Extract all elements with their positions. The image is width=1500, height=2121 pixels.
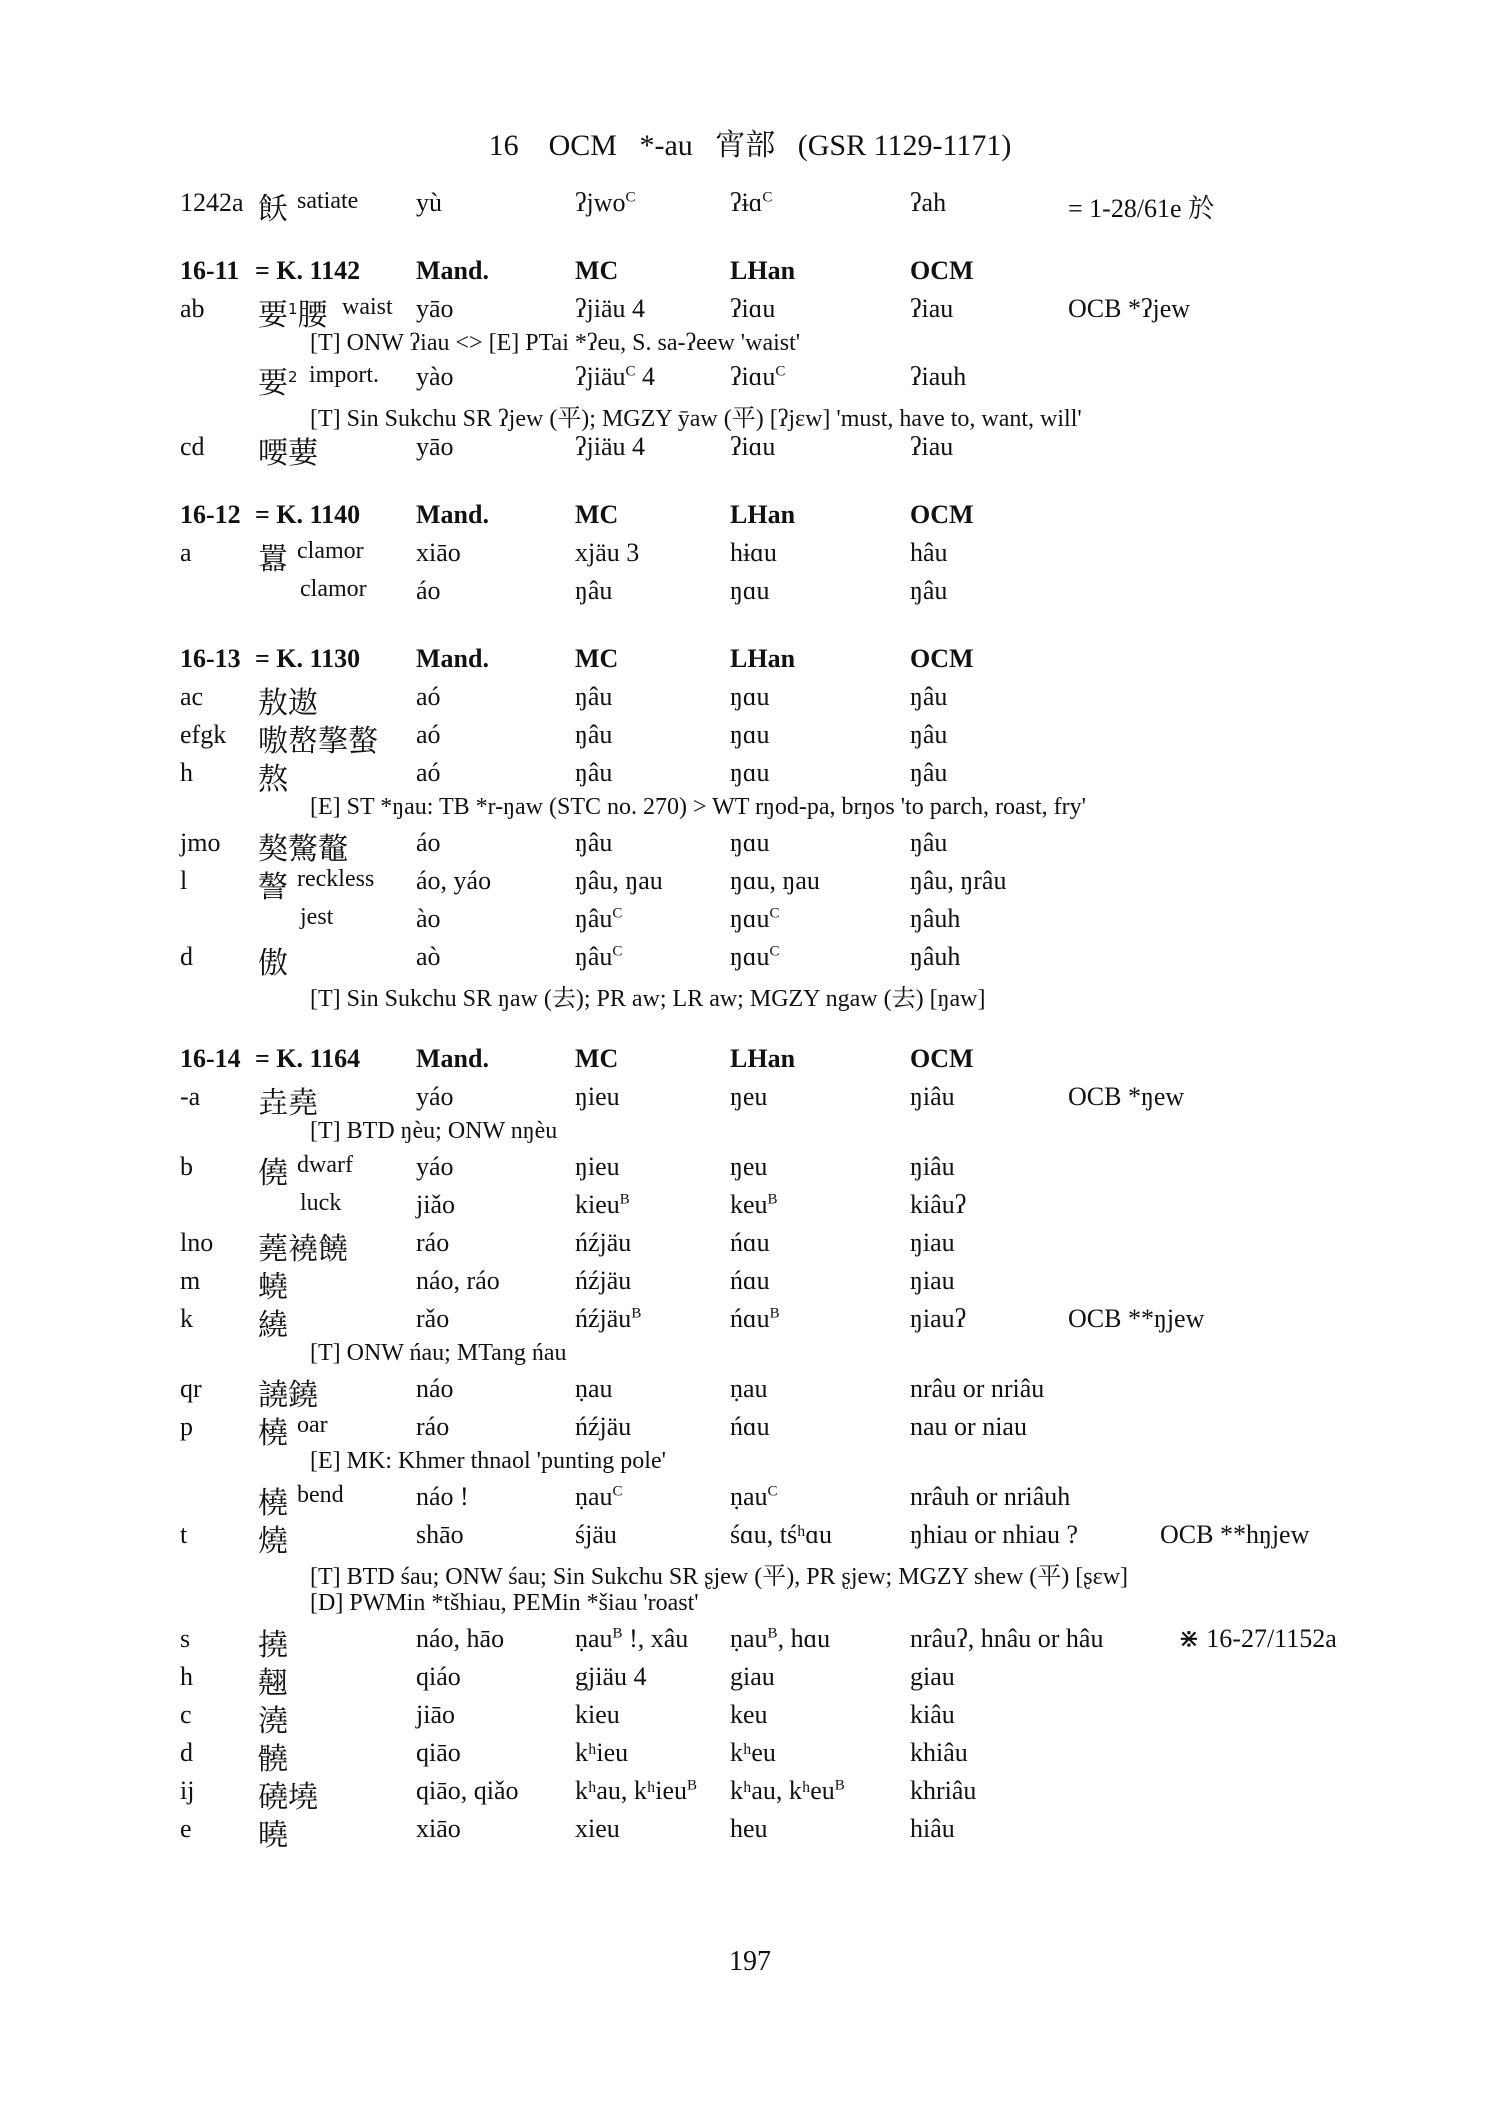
gsr-range: (GSR 1129-1171) bbox=[797, 129, 1012, 162]
later-han-reading: ŋɑu bbox=[730, 828, 770, 857]
entry-characters: 撓 bbox=[258, 1628, 288, 1663]
middle-chinese-reading: ŋâu$^C$ bbox=[575, 904, 623, 933]
entry-id: l bbox=[180, 866, 188, 895]
col-header-lhan: LHan bbox=[730, 256, 796, 285]
later-han-reading: kʰeu bbox=[730, 1738, 776, 1767]
entry-row bbox=[0, 942, 1500, 981]
entry-id: e bbox=[180, 1814, 192, 1843]
ocm-reading: kiâuʔ bbox=[910, 1190, 967, 1219]
entry-characters: 嗷嶅摮螯 bbox=[258, 724, 378, 759]
entry-characters: 繞 bbox=[258, 1308, 288, 1343]
middle-chinese-reading: ṇau$^C$ bbox=[575, 1482, 623, 1511]
entry-row bbox=[0, 1482, 1500, 1521]
entry-characters: 飫 bbox=[258, 192, 288, 227]
ocm-reading: ŋiâu bbox=[910, 1082, 955, 1111]
cross-reference: = 1-28/61e 於 bbox=[1068, 194, 1215, 223]
entry-gloss: bend bbox=[297, 1482, 344, 1508]
entry-row bbox=[0, 758, 1500, 797]
entry-characters: 垚堯 bbox=[258, 1086, 318, 1121]
entry-characters: 要$^1$腰 bbox=[258, 298, 328, 333]
section-number: 16 bbox=[488, 129, 519, 162]
mandarin-reading: áo, yáo bbox=[416, 866, 492, 895]
mandarin-reading: yáo bbox=[416, 1152, 454, 1181]
entry-row bbox=[0, 1662, 1500, 1701]
mandarin-reading: aó bbox=[416, 682, 441, 711]
middle-chinese-reading: ʔjiäu 4 bbox=[575, 294, 646, 323]
ocm-reading: ʔiauh bbox=[910, 362, 967, 391]
col-header-ocm: OCM bbox=[910, 1044, 974, 1073]
ocm-reading: ŋâu, ŋrâu bbox=[910, 866, 1007, 895]
ocm-reading: ʔiau bbox=[910, 432, 954, 461]
entry-characters: 喓葽 bbox=[258, 436, 318, 471]
entry-id: m bbox=[180, 1266, 201, 1295]
entry-row bbox=[0, 1412, 1500, 1451]
ocm-reading: nrâuʔ, hnâu or hâu bbox=[910, 1624, 1104, 1653]
ocm-reading: ŋiau bbox=[910, 1228, 955, 1257]
entry-id: h bbox=[180, 758, 193, 787]
col-header-ocm: OCM bbox=[910, 500, 974, 529]
later-han-reading: ŋɑu bbox=[730, 758, 770, 787]
entry-id: -a bbox=[180, 1082, 201, 1111]
ocm-label: OCM bbox=[548, 129, 617, 162]
entry-id: t bbox=[180, 1520, 188, 1549]
middle-chinese-reading: ńźjäu bbox=[575, 1228, 632, 1257]
cross-reference: OCB *ʔjew bbox=[1068, 294, 1191, 323]
entry-characters: 蟯 bbox=[258, 1270, 288, 1305]
middle-chinese-reading: kieu$^B$ bbox=[575, 1190, 630, 1219]
middle-chinese-reading: ṇau$^B$ !, xâu bbox=[575, 1624, 689, 1653]
col-header-mand: Mand. bbox=[416, 500, 489, 529]
entry-characters: 蕘襓饒 bbox=[258, 1232, 348, 1267]
rhyme-label: *-au bbox=[639, 129, 693, 162]
entry-characters: 囂 bbox=[258, 542, 288, 577]
entry-row bbox=[0, 1228, 1500, 1267]
entry-characters: 橈 bbox=[258, 1416, 288, 1451]
entry-gloss: waist bbox=[342, 294, 393, 320]
entry-characters: 傲 bbox=[258, 946, 288, 981]
col-header-ocm: OCM bbox=[910, 256, 974, 285]
ocm-reading: khriâu bbox=[910, 1776, 977, 1805]
middle-chinese-reading: kieu bbox=[575, 1700, 620, 1729]
mandarin-reading: ào bbox=[416, 904, 441, 933]
middle-chinese-reading: ŋâu bbox=[575, 682, 613, 711]
col-header-lhan: LHan bbox=[730, 1044, 796, 1073]
series-header-row bbox=[0, 644, 1500, 680]
later-han-reading: ŋɑu bbox=[730, 576, 770, 605]
entry-note: [T] BTD ŋèu; ONW nŋèu bbox=[310, 1118, 558, 1144]
col-header-mand: Mand. bbox=[416, 1044, 489, 1073]
ocm-reading: ŋiauʔ bbox=[910, 1304, 967, 1333]
mandarin-reading: aó bbox=[416, 758, 441, 787]
entry-row bbox=[0, 1152, 1500, 1191]
entry-id: s bbox=[180, 1624, 191, 1653]
entry-note: [T] Sin Sukchu SR ŋaw (去); PR aw; LR aw; MGZY ngaw (去) [ŋaw] bbox=[310, 986, 986, 1012]
entry-characters: 僥 bbox=[258, 1156, 288, 1191]
entry-note: [T] Sin Sukchu SR ʔjew (平); MGZY ȳaw (平) [ʔjɛw] 'must, have to, want, will' bbox=[310, 406, 1082, 432]
entry-id: h bbox=[180, 1662, 193, 1691]
middle-chinese-reading: ʔjwo$^C$ bbox=[575, 188, 636, 217]
col-header-mc: MC bbox=[575, 1044, 619, 1073]
entry-row bbox=[0, 828, 1500, 867]
col-header-mand: Mand. bbox=[416, 644, 489, 673]
entry-gloss: import. bbox=[309, 362, 379, 388]
entry-id: ij bbox=[180, 1776, 195, 1805]
entry-note: [T] ONW ʔiau <> [E] PTai *ʔeu, S. sa-ʔeew 'waist' bbox=[310, 330, 801, 356]
later-han-reading: ńɑu bbox=[730, 1412, 770, 1441]
mandarin-reading: jiāo bbox=[416, 1700, 455, 1729]
series-id: 16-13 bbox=[180, 644, 241, 673]
entry-id: lno bbox=[180, 1228, 214, 1257]
col-header-ocm: OCM bbox=[910, 644, 974, 673]
karlgren-ref: = K. 1140 bbox=[255, 500, 361, 529]
later-han-reading: heu bbox=[730, 1814, 768, 1843]
entry-row bbox=[0, 294, 1500, 333]
middle-chinese-reading: ŋieu bbox=[575, 1152, 620, 1181]
later-han-reading: ŋeu bbox=[730, 1152, 768, 1181]
entry-row bbox=[0, 720, 1500, 759]
entry-row bbox=[0, 362, 1500, 401]
entry-id: p bbox=[180, 1412, 193, 1441]
ocm-reading: ŋâuh bbox=[910, 904, 961, 933]
mandarin-reading: shāo bbox=[416, 1520, 464, 1549]
mandarin-reading: áo bbox=[416, 576, 441, 605]
mandarin-reading: náo, hāo bbox=[416, 1624, 505, 1653]
entry-gloss: jest bbox=[300, 904, 334, 930]
col-header-lhan: LHan bbox=[730, 500, 796, 529]
later-han-reading: ṇau$^C$ bbox=[730, 1482, 778, 1511]
mandarin-reading: yāo bbox=[416, 294, 454, 323]
later-han-reading: ṇau bbox=[730, 1374, 768, 1403]
entry-id: ac bbox=[180, 682, 204, 711]
mandarin-reading: ráo bbox=[416, 1412, 450, 1441]
later-han-reading: keu$^B$ bbox=[730, 1190, 778, 1219]
later-han-reading: ŋɑu bbox=[730, 720, 770, 749]
entry-gloss: clamor bbox=[300, 576, 367, 602]
ocm-reading: ŋiâu bbox=[910, 1152, 955, 1181]
karlgren-ref: = K. 1130 bbox=[255, 644, 361, 673]
later-han-reading: ŋɑu bbox=[730, 682, 770, 711]
later-han-reading: hɨɑu bbox=[730, 538, 777, 567]
later-han-reading: ńɑu bbox=[730, 1228, 770, 1257]
ocm-reading: nrâu or nriâu bbox=[910, 1374, 1045, 1403]
entry-id: d bbox=[180, 942, 193, 971]
middle-chinese-reading: ʔjiäu$^C$ 4 bbox=[575, 362, 656, 391]
entry-characters: 橈 bbox=[258, 1486, 288, 1521]
ocm-reading: nau or niau bbox=[910, 1412, 1027, 1441]
entry-row bbox=[0, 866, 1500, 905]
mandarin-reading: qiāo, qiǎo bbox=[416, 1776, 519, 1805]
entry-id: a bbox=[180, 538, 192, 567]
entry-row bbox=[0, 1266, 1500, 1305]
series-id: 16-12 bbox=[180, 500, 241, 529]
entry-row bbox=[0, 682, 1500, 721]
later-han-reading: ńɑu$^B$ bbox=[730, 1304, 780, 1333]
entry-row bbox=[0, 188, 1500, 227]
middle-chinese-reading: ŋieu bbox=[575, 1082, 620, 1111]
cross-reference: OCB *ŋew bbox=[1068, 1082, 1185, 1111]
middle-chinese-reading: ŋâu bbox=[575, 720, 613, 749]
entry-row bbox=[0, 904, 1500, 940]
ocm-reading: hiâu bbox=[910, 1814, 955, 1843]
middle-chinese-reading: ŋâu bbox=[575, 576, 613, 605]
entry-id: d bbox=[180, 1738, 193, 1767]
later-han-reading: ŋɑu, ŋau bbox=[730, 866, 820, 895]
entry-row bbox=[0, 1700, 1500, 1739]
entry-row bbox=[0, 1624, 1500, 1663]
mandarin-reading: aò bbox=[416, 942, 441, 971]
later-han-reading: giau bbox=[730, 1662, 775, 1691]
entry-characters: 謷 bbox=[258, 870, 288, 905]
entry-gloss: dwarf bbox=[297, 1152, 353, 1178]
entry-note: [T] ONW ńau; MTang ńau bbox=[310, 1340, 567, 1366]
entry-id: ab bbox=[180, 294, 205, 323]
cross-reference: OCB **hŋjew bbox=[1160, 1520, 1310, 1549]
entry-characters: 燒 bbox=[258, 1524, 288, 1559]
entry-characters: 敖遨 bbox=[258, 686, 318, 721]
entry-id: 1242a bbox=[180, 188, 244, 217]
ocm-reading: nrâuh or nriâuh bbox=[910, 1482, 1071, 1511]
entry-characters: 熬 bbox=[258, 762, 288, 797]
mandarin-reading: aó bbox=[416, 720, 441, 749]
middle-chinese-reading: kʰieu bbox=[575, 1738, 629, 1767]
entry-note: [E] ST *ŋau: TB *r-ŋaw (STC no. 270) > WT rŋod-pa, brŋos 'to parch, roast, fry' bbox=[310, 794, 1086, 820]
entry-characters: 譊鐃 bbox=[258, 1378, 318, 1413]
entry-characters: 澆 bbox=[258, 1704, 288, 1739]
entry-gloss: luck bbox=[300, 1190, 342, 1216]
entry-gloss: satiate bbox=[297, 188, 359, 214]
entry-row bbox=[0, 538, 1500, 577]
ocm-reading: ŋâu bbox=[910, 576, 948, 605]
later-han-reading: keu bbox=[730, 1700, 768, 1729]
entry-characters: 髐 bbox=[258, 1742, 288, 1777]
entry-characters: 翹 bbox=[258, 1666, 288, 1701]
entry-id: cd bbox=[180, 432, 205, 461]
entry-row bbox=[0, 1190, 1500, 1226]
ocm-reading: ŋâu bbox=[910, 828, 948, 857]
mandarin-reading: yào bbox=[416, 362, 454, 391]
later-han-reading: ŋɑu$^C$ bbox=[730, 904, 780, 933]
middle-chinese-reading: kʰau, kʰieu$^B$ bbox=[575, 1776, 698, 1805]
middle-chinese-reading: ńźjäu bbox=[575, 1412, 632, 1441]
middle-chinese-reading: ṇau bbox=[575, 1374, 613, 1403]
entry-id: c bbox=[180, 1700, 192, 1729]
series-header-row bbox=[0, 1044, 1500, 1080]
later-han-reading: ʔiɑu$^C$ bbox=[730, 362, 786, 391]
entry-gloss: reckless bbox=[297, 866, 375, 892]
entry-id: b bbox=[180, 1152, 193, 1181]
middle-chinese-reading: ńźjäu$^B$ bbox=[575, 1304, 642, 1333]
entry-note: [D] PWMin *tšhiau, PEMin *šiau 'roast' bbox=[310, 1590, 699, 1616]
entry-gloss: oar bbox=[297, 1412, 328, 1438]
entry-note: [E] MK: Khmer thnaol 'punting pole' bbox=[310, 1448, 666, 1474]
ocm-reading: ŋâu bbox=[910, 720, 948, 749]
entry-characters: 獒驁鼇 bbox=[258, 832, 348, 867]
mandarin-reading: rǎo bbox=[416, 1304, 450, 1333]
series-id: 16-11 bbox=[180, 256, 240, 285]
cross-reference: OCB **ŋjew bbox=[1068, 1304, 1205, 1333]
entry-row bbox=[0, 1738, 1500, 1777]
col-header-mc: MC bbox=[575, 256, 619, 285]
col-header-mc: MC bbox=[575, 644, 619, 673]
cross-reference: ⋇ 16-27/1152a bbox=[1178, 1624, 1337, 1653]
middle-chinese-reading: gjiäu 4 bbox=[575, 1662, 647, 1691]
later-han-reading: kʰau, kʰeu$^B$ bbox=[730, 1776, 845, 1805]
middle-chinese-reading: ŋâu bbox=[575, 758, 613, 787]
later-han-reading: ʔiɑu bbox=[730, 432, 776, 461]
mandarin-reading: yù bbox=[416, 188, 442, 217]
ocm-reading: hâu bbox=[910, 538, 948, 567]
entry-row bbox=[0, 1374, 1500, 1413]
mandarin-reading: qiáo bbox=[416, 1662, 461, 1691]
ocm-reading: ŋiau bbox=[910, 1266, 955, 1295]
mandarin-reading: náo ! bbox=[416, 1482, 469, 1511]
page-title bbox=[0, 120, 1500, 164]
ocm-reading: kiâu bbox=[910, 1700, 955, 1729]
karlgren-ref: = K. 1164 bbox=[255, 1044, 361, 1073]
mandarin-reading: áo bbox=[416, 828, 441, 857]
entry-row bbox=[0, 576, 1500, 612]
mandarin-reading: xiāo bbox=[416, 1814, 461, 1843]
mandarin-reading: ráo bbox=[416, 1228, 450, 1257]
mandarin-reading: jiǎo bbox=[416, 1190, 455, 1219]
ocm-reading: ʔah bbox=[910, 188, 947, 217]
later-han-reading: ʔɨɑ$^C$ bbox=[730, 188, 773, 217]
entry-characters: 曉 bbox=[258, 1818, 288, 1853]
later-han-reading: ṇau$^B$, hɑu bbox=[730, 1624, 831, 1653]
col-header-mand: Mand. bbox=[416, 256, 489, 285]
page-number: 197 bbox=[729, 1946, 771, 1977]
mandarin-reading: yāo bbox=[416, 432, 454, 461]
later-han-reading: ńɑu bbox=[730, 1266, 770, 1295]
middle-chinese-reading: ńźjäu bbox=[575, 1266, 632, 1295]
ocm-reading: ŋâuh bbox=[910, 942, 961, 971]
ocm-reading: ŋâu bbox=[910, 758, 948, 787]
mandarin-reading: qiāo bbox=[416, 1738, 461, 1767]
middle-chinese-reading: ŋâu, ŋau bbox=[575, 866, 663, 895]
mandarin-reading: náo bbox=[416, 1374, 454, 1403]
middle-chinese-reading: ŋâu bbox=[575, 828, 613, 857]
middle-chinese-reading: xieu bbox=[575, 1814, 620, 1843]
mandarin-reading: xiāo bbox=[416, 538, 461, 567]
mandarin-reading: yáo bbox=[416, 1082, 454, 1111]
later-han-reading: śɑu, tśʰɑu bbox=[730, 1520, 833, 1549]
entry-row bbox=[0, 1082, 1500, 1121]
karlgren-ref: = K. 1142 bbox=[255, 256, 361, 285]
entry-characters: 磽墝 bbox=[258, 1780, 318, 1815]
series-header-row bbox=[0, 500, 1500, 536]
entry-gloss: clamor bbox=[297, 538, 364, 564]
entry-characters: 要$^2$ bbox=[258, 366, 298, 401]
series-id: 16-14 bbox=[180, 1044, 241, 1073]
entry-row bbox=[0, 1814, 1500, 1853]
col-header-lhan: LHan bbox=[730, 644, 796, 673]
later-han-reading: ŋɑu$^C$ bbox=[730, 942, 780, 971]
entry-id: jmo bbox=[180, 828, 221, 857]
series-header-row bbox=[0, 256, 1500, 292]
entry-row bbox=[0, 1520, 1500, 1559]
middle-chinese-reading: ŋâu$^C$ bbox=[575, 942, 623, 971]
later-han-reading: ŋeu bbox=[730, 1082, 768, 1111]
col-header-mc: MC bbox=[575, 500, 619, 529]
ocm-reading: giau bbox=[910, 1662, 955, 1691]
middle-chinese-reading: xjäu 3 bbox=[575, 538, 640, 567]
mandarin-reading: náo, ráo bbox=[416, 1266, 500, 1295]
entry-row bbox=[0, 1776, 1500, 1815]
middle-chinese-reading: ʔjiäu 4 bbox=[575, 432, 646, 461]
entry-note: [T] BTD śau; ONW śau; Sin Sukchu SR ʂjew (平), PR ʂjew; MGZY shew (平) [ʂɛw] bbox=[310, 1564, 1129, 1590]
ocm-reading: ŋhiau or nhiau ? bbox=[910, 1520, 1079, 1549]
entry-id: k bbox=[180, 1304, 193, 1333]
entry-id: efgk bbox=[180, 720, 227, 749]
later-han-reading: ʔiɑu bbox=[730, 294, 776, 323]
entry-row bbox=[0, 1304, 1500, 1343]
entry-row bbox=[0, 432, 1500, 471]
entry-id: qr bbox=[180, 1374, 202, 1403]
rhyme-chars: 宵部 bbox=[715, 128, 776, 163]
ocm-reading: khiâu bbox=[910, 1738, 968, 1767]
ocm-reading: ŋâu bbox=[910, 682, 948, 711]
ocm-reading: ʔiau bbox=[910, 294, 954, 323]
middle-chinese-reading: śjäu bbox=[575, 1520, 617, 1549]
